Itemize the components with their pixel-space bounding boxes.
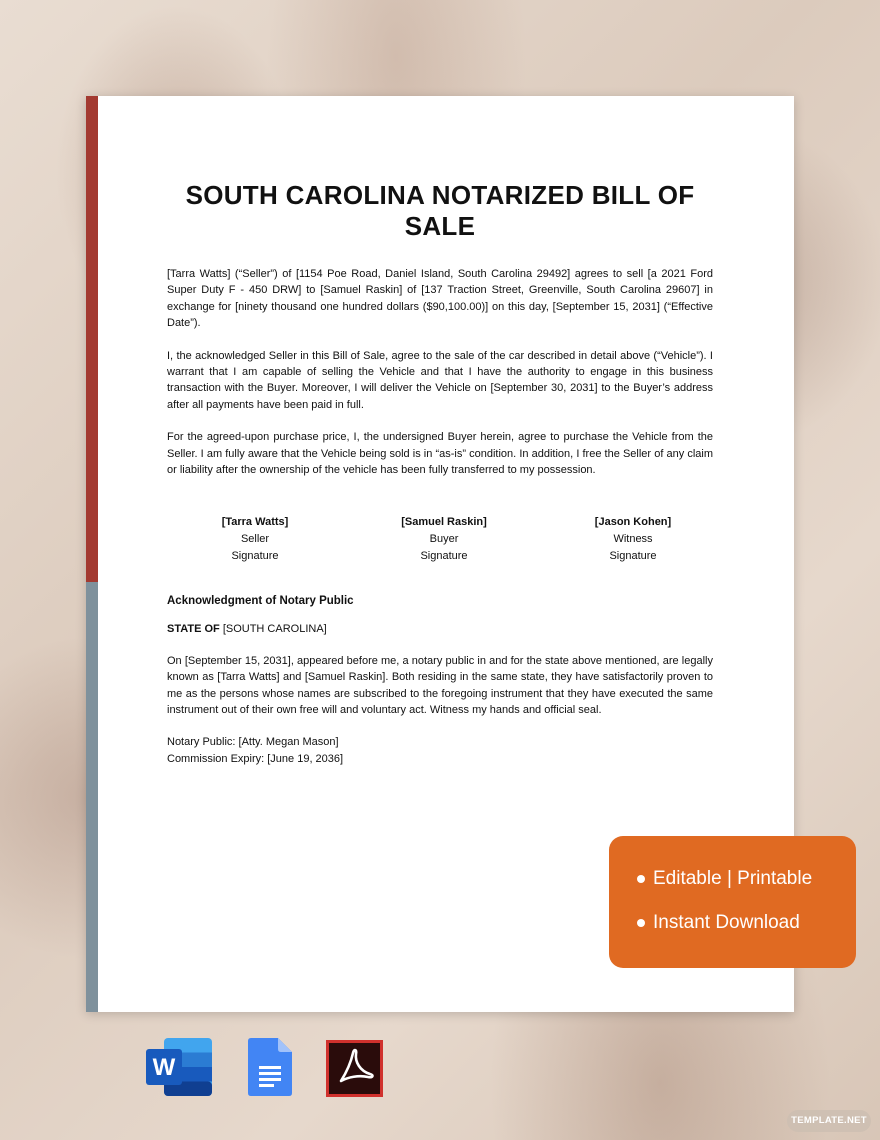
signature-name: [Samuel Raskin] [401,516,487,529]
accent-bar-gray [86,582,98,1012]
bullet-icon [637,919,645,927]
signature-label: Signature [420,550,468,563]
features-badge [609,836,856,968]
badge-item-editable [637,868,812,890]
signature-role: Seller [240,533,270,546]
accent-bar-red [86,96,98,582]
signature-seller [185,514,325,564]
paragraph-sale-terms: [Tarra Watts] (“Seller”) of [1154 Poe Road, Daniel Island, South Carolina 29492] agrees to sell [a 2021 Ford Super Duty F - 450 DRW] to [Samuel Raskin] of [137 Traction Street, Greenville, South Carolina 29607] in exchange for [ninety thousand one hundred dollars ($90,100.00)] on this day, [September 15, 2031] (“Effective Date”). [167,268,713,330]
paragraph-seller-warranty: I, the acknowledged Seller in this Bill of Sale, agree to the sale of the car described in detail above (“Vehicle”). I warrant that I am capable of selling the Vehicle and that I have the authority to engage in this business transaction with the Buyer. Moreover, I will deliver the Vehicle on [September 30, 2031] to the Buyer’s address after all payments have been paid in full. [167,349,713,411]
signature-witness [563,514,703,564]
commission-expiry-line: Commission Expiry: [June 19, 2036] [167,752,344,765]
state-value: [SOUTH CAROLINA] [219,622,327,635]
signature-label: Signature [231,550,279,563]
paragraph-notary: On [September 15, 2031], appeared before me, a notary public in and for the state above mentioned, are legally known as [Tarra Watts] and [Samuel Raskin]. Both residing in the same state, they have satisfactorily proven to me as the persons whose names are subscribed to the foregoing instrument that they have executed the same instrument out of their own free will and voluntary act. Witness my hands and official seal. [167,654,713,717]
signature-label: Signature [609,550,657,563]
badge-text: Editable | Printable [653,868,813,889]
state-line [167,623,713,635]
badge-item-download [637,912,800,934]
signature-buyer [374,514,514,564]
signature-role: Buyer [429,533,459,546]
signature-name: [Jason Kohen] [594,516,672,529]
paragraph-buyer-agreement: For the agreed-upon purchase price, I, the undersigned Buyer herein, agree to purchase the Vehicle from the Seller. I am fully aware that the Vehicle being sold is in “as-is” condition. In addition, I free the Seller of any claim or liability after the ownership of the vehicle has been fully transferred to my possession. [167,431,713,477]
document-title: SOUTH CAROLINA NOTARIZED BILL OF SALE [185,180,695,241]
notary-public-line: Notary Public: [Atty. Megan Mason] [167,736,339,749]
pdf-icon[interactable] [326,1040,383,1097]
signature-block [167,514,713,564]
signature-role: Witness [613,533,653,546]
brand-watermark: TEMPLATE.NET [787,1110,871,1132]
signature-name: [Tarra Watts] [221,516,289,529]
acknowledgment-heading: Acknowledgment of Notary Public [167,594,354,607]
google-docs-icon[interactable] [248,1038,292,1096]
document-body [167,180,713,767]
state-label: STATE OF [167,622,220,635]
badge-text: Instant Download [653,912,800,933]
svg-text:W: W [152,1054,176,1081]
word-icon[interactable] [146,1038,212,1096]
bullet-icon [637,875,645,883]
